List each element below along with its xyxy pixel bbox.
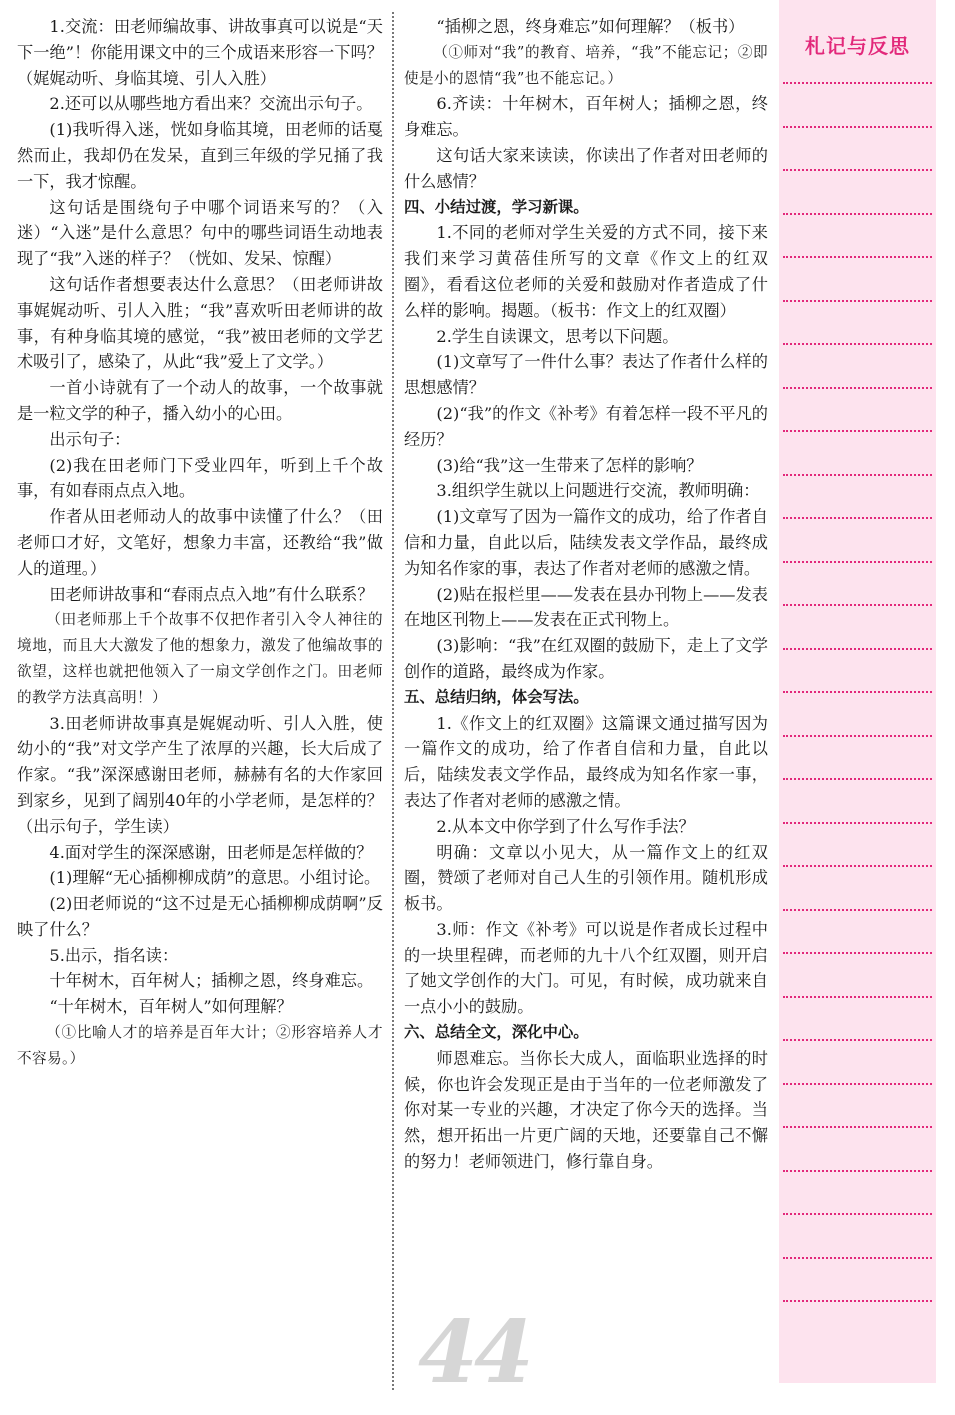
column-divider	[392, 12, 394, 1390]
left-column	[17, 14, 383, 1072]
paragraph: （①比喻人才的培养是百年大计；②形容培养人才不容易。）	[17, 1024, 383, 1067]
note-line	[783, 778, 932, 780]
paragraph: 这句话大家来读读，你读出了作者对田老师的什么感情？	[404, 145, 768, 191]
note-line	[783, 300, 932, 302]
paragraph: (1)文章写了因为一篇作文的成功，给了作者自信和力量，自此以后，陆续发表文学作品，最终成为知名作家的事，表达了作者对老师的感激之情。	[404, 507, 768, 578]
paragraph: （田老师那上千个故事不仅把作者引入令人神往的境地，而且大大激发了他的想象力，激发了他编故事的欲望，这样也就把他领入了一扇文学创作之门。田老师的教学方法真高明！）	[17, 611, 383, 706]
note-line	[783, 82, 932, 84]
note-line	[783, 430, 932, 432]
note-line	[783, 1170, 932, 1172]
paragraph: 出示句子：	[49, 429, 131, 449]
page-number: 44	[418, 1302, 530, 1403]
paragraph: 十年树木，百年树人；插柳之恩，终身难忘。	[49, 971, 374, 991]
note-line	[783, 387, 932, 389]
paragraph: 这句话作者想要表达什么意思？（田老师讲故事娓娓动听、引人入胜；“我”喜欢听田老师讲的故事，有种身临其境的感觉，“我”被田老师的文学艺术吸引了，感染了，从此“我”爱上了文学。）	[17, 274, 383, 372]
paragraph: 这句话是围绕句子中哪个词语来写的？（入迷）“入迷”是什么意思？句中的哪些词语生动地表现了“我”入迷的样子？（恍如、发呆、惊醒）	[17, 197, 383, 269]
note-line	[783, 126, 932, 128]
notes-title: 札记与反思	[805, 34, 910, 58]
paragraph: 3.师：作文《补考》可以说是作者成长过程中的一块里程碑，而老师的九十八个红双圈，则开启了她文学创作的大门。可见，有时候，成功就来自一点小小的鼓励。	[404, 919, 768, 1017]
paragraph: 2.从本文中你学到了什么写作手法？	[436, 816, 695, 836]
paragraph: 5.出示，指名读：	[49, 945, 179, 965]
note-line	[783, 996, 932, 998]
note-line	[783, 1257, 932, 1259]
notes-panel	[779, 0, 936, 1383]
paragraph: 明确：文章以小见大，从一篇作文上的红双圈，赞颂了老师对自己人生的引领作用。随机形成板书。	[404, 842, 768, 914]
note-line	[783, 865, 932, 867]
paragraph: (3)影响：“我”在红双圈的鼓励下，走上了文学创作的道路，最终成为作家。	[404, 636, 768, 681]
note-line	[783, 822, 932, 824]
note-line	[783, 952, 932, 954]
paragraph: (1)文章写了一件什么事？表达了作者什么样的思想感情？	[404, 352, 768, 398]
section-heading: 五、总结归纳，体会写法。	[404, 687, 589, 706]
paragraph: (3)给“我”这一生带来了怎样的影响？	[436, 455, 703, 475]
note-line	[783, 1300, 932, 1302]
note-line	[783, 1083, 932, 1085]
note-line	[783, 169, 932, 171]
paragraph: 3.组织学生就以上问题进行交流，教师明确：	[436, 481, 760, 501]
paragraph: （①师对“我”的教育、培养，“我”不能忘记；②即使是小的恩情“我”也不能忘记。）	[404, 43, 768, 87]
paragraph: 2.还可以从哪些地方看出来？交流出示句子。	[49, 94, 373, 114]
note-line	[783, 648, 932, 650]
paragraph: 1.交流：田老师编故事、讲故事真可以说是“天下一绝”！你能用课文中的三个成语来形容一下吗？（娓娓动听、身临其境、引人入胜）	[17, 17, 383, 88]
paragraph: (1)我听得入迷，恍如身临其境，田老师的话戛然而止，我却仍在发呆，直到三年级的学兄捅了我一下，我才惊醒。	[17, 120, 383, 191]
paragraph: 师恩难忘。当你长大成人，面临职业选择的时候，你也许会发现正是由于当年的一位老师激发了你对某一专业的兴趣，才决定了你今天的选择。当然，想开拓出一片更广阔的天地，还要靠自己不懈的努力！老师领进门，修行靠自身。	[404, 1048, 768, 1172]
note-line	[783, 1213, 932, 1215]
note-line	[783, 909, 932, 911]
paragraph: (1)理解“无心插柳柳成荫”的意思。小组讨论。	[49, 868, 381, 888]
paragraph: 3.田老师讲故事真是娓娓动听、引人入胜，使幼小的“我”对文学产生了浓厚的兴趣，长大后成了作家。“我”深深感谢田老师，赫赫有名的大作家回到家乡，见到了阔别40年的小学老师，是怎样的？（出示句子，学生读）	[17, 713, 383, 836]
note-line	[783, 691, 932, 693]
paragraph: 2.学生自读课文，思考以下问题。	[436, 326, 679, 346]
section-heading: 六、总结全文，深化中心。	[404, 1023, 589, 1042]
note-line	[783, 256, 932, 258]
paragraph: 1.不同的老师对学生关爱的方式不同，接下来我们来学习黄蓓佳所写的文章《作文上的红双圈》，看看这位老师的关爱和鼓励对作者造成了什么样的影响。揭题。（板书：作文上的红双圈）	[404, 223, 768, 320]
note-line	[783, 604, 932, 606]
paragraph: 4.面对学生的深深感谢，田老师是怎样做的？	[49, 842, 373, 862]
note-line	[783, 474, 932, 476]
paragraph: 6.齐读：十年树木，百年树人；插柳之恩，终身难忘。	[404, 94, 768, 140]
paragraph: (2)“我”的作文《补考》有着怎样一段不平凡的经历？	[404, 403, 768, 449]
note-line	[783, 343, 932, 345]
middle-column	[404, 14, 768, 1175]
paragraph: 一首小诗就有了一个动人的故事，一个故事就是一粒文学的种子，播入幼小的心田。	[17, 378, 383, 423]
note-line	[783, 517, 932, 519]
paragraph: “十年树木，百年树人”如何理解？	[49, 997, 293, 1017]
paragraph: 田老师讲故事和“春雨点点入地”有什么联系？	[49, 584, 374, 604]
note-line	[783, 735, 932, 737]
note-line	[783, 1126, 932, 1128]
paragraph: (2)贴在报栏里——发表在县办刊物上——发表在地区刊物上——发表在正式刊物上。	[404, 584, 768, 630]
paragraph: (2)田老师说的“这不过是无心插柳柳成荫啊”反映了什么？	[17, 894, 383, 939]
note-line	[783, 561, 932, 563]
note-line	[783, 1039, 932, 1041]
section-heading: 四、小结过渡，学习新课。	[404, 197, 589, 216]
note-line	[783, 213, 932, 215]
paragraph: 作者从田老师动人的故事中读懂了什么？（田老师口才好，文笔好，想象力丰富，还教给“我”做人的道理。）	[17, 507, 383, 578]
paragraph: “插柳之恩，终身难忘”如何理解？（板书）	[436, 17, 745, 36]
paragraph: (2)我在田老师门下受业四年，听到上千个故事，有如春雨点点入地。	[17, 455, 383, 501]
paragraph: 1.《作文上的红双圈》这篇课文通过描写因为一篇作文的成功，给了作者自信和力量，自此以后，陆续发表文学作品，最终成为知名作家一事，表达了作者对老师的感激之情。	[404, 713, 768, 810]
